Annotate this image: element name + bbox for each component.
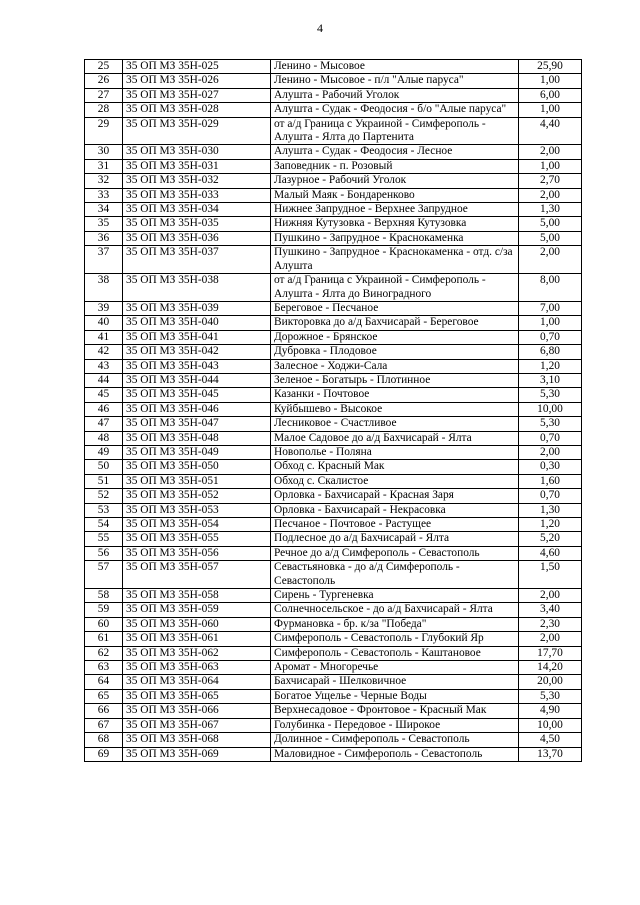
road-name: Дубровка - Плодовое (271, 345, 519, 359)
table-row (85, 274, 582, 302)
row-number: 48 (85, 431, 123, 445)
table-row (85, 117, 582, 145)
road-code: 35 ОП МЗ 35Н-044 (123, 373, 271, 387)
road-length: 4,60 (519, 546, 582, 560)
row-number: 34 (85, 203, 123, 217)
road-code: 35 ОП МЗ 35Н-053 (123, 503, 271, 517)
table-row (85, 617, 582, 631)
road-length: 5,20 (519, 532, 582, 546)
road-code: 35 ОП МЗ 35Н-031 (123, 159, 271, 173)
row-number: 54 (85, 518, 123, 532)
road-length: 5,30 (519, 417, 582, 431)
road-name: Залесное - Ходжи-Сала (271, 359, 519, 373)
road-name: Береговое - Песчаное (271, 301, 519, 315)
road-length: 1,30 (519, 503, 582, 517)
road-length: 10,00 (519, 402, 582, 416)
road-name: Симферополь - Севастополь - Глубокий Яр (271, 632, 519, 646)
road-code: 35 ОП МЗ 35Н-067 (123, 718, 271, 732)
row-number: 66 (85, 704, 123, 718)
road-length: 1,50 (519, 561, 582, 589)
road-name: Сирень - Тургеневка (271, 589, 519, 603)
road-length: 14,20 (519, 661, 582, 675)
road-length: 10,00 (519, 718, 582, 732)
road-code: 35 ОП МЗ 35Н-061 (123, 632, 271, 646)
road-code: 35 ОП МЗ 35Н-041 (123, 330, 271, 344)
table-row (85, 632, 582, 646)
table-row (85, 231, 582, 245)
row-number: 35 (85, 217, 123, 231)
roads-table (84, 59, 582, 762)
road-length: 2,30 (519, 617, 582, 631)
table-row (85, 460, 582, 474)
road-code: 35 ОП МЗ 35Н-051 (123, 474, 271, 488)
road-length: 25,90 (519, 60, 582, 74)
row-number: 36 (85, 231, 123, 245)
table-row (85, 145, 582, 159)
road-length: 17,70 (519, 646, 582, 660)
road-code: 35 ОП МЗ 35Н-036 (123, 231, 271, 245)
road-code: 35 ОП МЗ 35Н-066 (123, 704, 271, 718)
road-code: 35 ОП МЗ 35Н-064 (123, 675, 271, 689)
road-code: 35 ОП МЗ 35Н-045 (123, 388, 271, 402)
road-code: 35 ОП МЗ 35Н-056 (123, 546, 271, 560)
road-name: Голубинка - Передовое - Широкое (271, 718, 519, 732)
road-code: 35 ОП МЗ 35Н-030 (123, 145, 271, 159)
road-length: 6,80 (519, 345, 582, 359)
road-code: 35 ОП МЗ 35Н-046 (123, 402, 271, 416)
table-row (85, 445, 582, 459)
road-name: Долинное - Симферополь - Севастополь (271, 733, 519, 747)
road-name: Севастьяновка - до а/д Симферополь - Севастополь (271, 561, 519, 589)
table-row (85, 518, 582, 532)
table-row (85, 718, 582, 732)
road-code: 35 ОП МЗ 35Н-027 (123, 88, 271, 102)
table-row (85, 489, 582, 503)
table-row (85, 402, 582, 416)
road-code: 35 ОП МЗ 35Н-034 (123, 203, 271, 217)
row-number: 50 (85, 460, 123, 474)
road-name: Ленино - Мысовое (271, 60, 519, 74)
row-number: 46 (85, 402, 123, 416)
road-name: Нижняя Кутузовка - Верхняя Кутузовка (271, 217, 519, 231)
road-length: 5,30 (519, 388, 582, 402)
roads-table-body (85, 60, 582, 762)
road-length: 2,70 (519, 174, 582, 188)
row-number: 27 (85, 88, 123, 102)
row-number: 32 (85, 174, 123, 188)
road-name: Речное до а/д Симферополь - Севастополь (271, 546, 519, 560)
row-number: 40 (85, 316, 123, 330)
road-code: 35 ОП МЗ 35Н-032 (123, 174, 271, 188)
road-name: Пушкино - Запрудное - Краснокаменка (271, 231, 519, 245)
table-row (85, 474, 582, 488)
table-row (85, 675, 582, 689)
road-code: 35 ОП МЗ 35Н-069 (123, 747, 271, 761)
road-code: 35 ОП МЗ 35Н-025 (123, 60, 271, 74)
table-row (85, 88, 582, 102)
road-length: 5,00 (519, 217, 582, 231)
road-code: 35 ОП МЗ 35Н-062 (123, 646, 271, 660)
row-number: 67 (85, 718, 123, 732)
row-number: 44 (85, 373, 123, 387)
row-number: 28 (85, 103, 123, 117)
row-number: 41 (85, 330, 123, 344)
road-code: 35 ОП МЗ 35Н-037 (123, 246, 271, 274)
road-name: Орловка - Бахчисарай - Некрасовка (271, 503, 519, 517)
road-length: 2,00 (519, 188, 582, 202)
row-number: 31 (85, 159, 123, 173)
road-length: 1,00 (519, 74, 582, 88)
road-length: 1,00 (519, 159, 582, 173)
road-code: 35 ОП МЗ 35Н-029 (123, 117, 271, 145)
road-code: 35 ОП МЗ 35Н-065 (123, 689, 271, 703)
table-row (85, 704, 582, 718)
road-length: 7,00 (519, 301, 582, 315)
table-row (85, 589, 582, 603)
road-code: 35 ОП МЗ 35Н-047 (123, 417, 271, 431)
row-number: 45 (85, 388, 123, 402)
row-number: 39 (85, 301, 123, 315)
road-name: Лазурное - Рабочий Уголок (271, 174, 519, 188)
road-code: 35 ОП МЗ 35Н-052 (123, 489, 271, 503)
table-row (85, 733, 582, 747)
road-length: 5,30 (519, 689, 582, 703)
road-length: 4,50 (519, 733, 582, 747)
road-name: Новополье - Поляна (271, 445, 519, 459)
road-length: 0,70 (519, 330, 582, 344)
road-name: Пушкино - Запрудное - Краснокаменка - отд. с/за Алушта (271, 246, 519, 274)
table-row (85, 417, 582, 431)
row-number: 51 (85, 474, 123, 488)
road-name: Обход с. Скалистое (271, 474, 519, 488)
road-code: 35 ОП МЗ 35Н-048 (123, 431, 271, 445)
road-code: 35 ОП МЗ 35Н-039 (123, 301, 271, 315)
road-length: 8,00 (519, 274, 582, 302)
road-length: 1,00 (519, 103, 582, 117)
road-name: Малый Маяк - Бондаренково (271, 188, 519, 202)
road-name: Лесниковое - Счастливое (271, 417, 519, 431)
row-number: 38 (85, 274, 123, 302)
road-code: 35 ОП МЗ 35Н-057 (123, 561, 271, 589)
road-length: 20,00 (519, 675, 582, 689)
table-row (85, 174, 582, 188)
row-number: 69 (85, 747, 123, 761)
page-number: 4 (317, 21, 323, 35)
row-number: 47 (85, 417, 123, 431)
table-row (85, 359, 582, 373)
row-number: 56 (85, 546, 123, 560)
road-length: 13,70 (519, 747, 582, 761)
row-number: 63 (85, 661, 123, 675)
road-name: от а/д Граница с Украиной - Симферополь - Алушта - Ялта до Виноградного (271, 274, 519, 302)
table-row (85, 60, 582, 74)
road-code: 35 ОП МЗ 35Н-028 (123, 103, 271, 117)
road-name: Дорожное - Брянское (271, 330, 519, 344)
road-name: Аромат - Многоречье (271, 661, 519, 675)
table-row (85, 603, 582, 617)
road-name: Солнечносельское - до а/д Бахчисарай - Ялта (271, 603, 519, 617)
row-number: 29 (85, 117, 123, 145)
row-number: 43 (85, 359, 123, 373)
road-length: 6,00 (519, 88, 582, 102)
road-length: 4,90 (519, 704, 582, 718)
row-number: 42 (85, 345, 123, 359)
row-number: 68 (85, 733, 123, 747)
road-name: Алушта - Судак - Феодосия - Лесное (271, 145, 519, 159)
row-number: 37 (85, 246, 123, 274)
row-number: 30 (85, 145, 123, 159)
row-number: 61 (85, 632, 123, 646)
row-number: 59 (85, 603, 123, 617)
road-length: 3,40 (519, 603, 582, 617)
road-name: Викторовка до а/д Бахчисарай - Береговое (271, 316, 519, 330)
table-row (85, 345, 582, 359)
row-number: 60 (85, 617, 123, 631)
table-row (85, 203, 582, 217)
road-length: 3,10 (519, 373, 582, 387)
row-number: 25 (85, 60, 123, 74)
road-length: 2,00 (519, 246, 582, 274)
table-row (85, 689, 582, 703)
road-length: 0,70 (519, 431, 582, 445)
road-length: 1,00 (519, 316, 582, 330)
row-number: 57 (85, 561, 123, 589)
table-row (85, 316, 582, 330)
road-length: 1,20 (519, 359, 582, 373)
row-number: 64 (85, 675, 123, 689)
road-code: 35 ОП МЗ 35Н-043 (123, 359, 271, 373)
road-length: 5,00 (519, 231, 582, 245)
row-number: 62 (85, 646, 123, 660)
table-row (85, 431, 582, 445)
road-name: Казанки - Почтовое (271, 388, 519, 402)
road-code: 35 ОП МЗ 35Н-050 (123, 460, 271, 474)
road-length: 2,00 (519, 445, 582, 459)
road-length: 1,30 (519, 203, 582, 217)
road-code: 35 ОП МЗ 35Н-049 (123, 445, 271, 459)
table-row (85, 188, 582, 202)
road-name: Богатое Ущелье - Черные Воды (271, 689, 519, 703)
road-code: 35 ОП МЗ 35Н-040 (123, 316, 271, 330)
table-row (85, 246, 582, 274)
road-name: Обход с. Красный Мак (271, 460, 519, 474)
road-code: 35 ОП МЗ 35Н-042 (123, 345, 271, 359)
table-row (85, 646, 582, 660)
road-code: 35 ОП МЗ 35Н-068 (123, 733, 271, 747)
table-row (85, 388, 582, 402)
table-row (85, 301, 582, 315)
road-length: 2,00 (519, 145, 582, 159)
road-name: Песчаное - Почтовое - Растущее (271, 518, 519, 532)
table-row (85, 159, 582, 173)
road-name: от а/д Граница с Украиной - Симферополь - Алушта - Ялта до Партенита (271, 117, 519, 145)
road-code: 35 ОП МЗ 35Н-055 (123, 532, 271, 546)
road-code: 35 ОП МЗ 35Н-063 (123, 661, 271, 675)
table-row (85, 74, 582, 88)
road-code: 35 ОП МЗ 35Н-060 (123, 617, 271, 631)
road-name: Малое Садовое до а/д Бахчисарай - Ялта (271, 431, 519, 445)
table-row (85, 330, 582, 344)
road-name: Подлесное до а/д Бахчисарай - Ялта (271, 532, 519, 546)
road-code: 35 ОП МЗ 35Н-038 (123, 274, 271, 302)
road-name: Ленино - Мысовое - п/л "Алые паруса" (271, 74, 519, 88)
road-name: Заповедник - п. Розовый (271, 159, 519, 173)
table-row (85, 561, 582, 589)
road-name: Алушта - Рабочий Уголок (271, 88, 519, 102)
row-number: 33 (85, 188, 123, 202)
road-code: 35 ОП МЗ 35Н-035 (123, 217, 271, 231)
table-row (85, 373, 582, 387)
road-name: Куйбышево - Высокое (271, 402, 519, 416)
row-number: 55 (85, 532, 123, 546)
table-row (85, 503, 582, 517)
road-length: 1,20 (519, 518, 582, 532)
table-row (85, 747, 582, 761)
table-row (85, 661, 582, 675)
road-length: 4,40 (519, 117, 582, 145)
road-code: 35 ОП МЗ 35Н-054 (123, 518, 271, 532)
table-row (85, 532, 582, 546)
road-length: 0,30 (519, 460, 582, 474)
table-row (85, 217, 582, 231)
road-length: 0,70 (519, 489, 582, 503)
road-name: Верхнесадовое - Фронтовое - Красный Мак (271, 704, 519, 718)
road-name: Орловка - Бахчисарай - Красная Заря (271, 489, 519, 503)
row-number: 65 (85, 689, 123, 703)
road-name: Нижнее Запрудное - Верхнее Запрудное (271, 203, 519, 217)
road-name: Алушта - Судак - Феодосия - б/о "Алые паруса" (271, 103, 519, 117)
table-row (85, 546, 582, 560)
row-number: 58 (85, 589, 123, 603)
road-name: Симферополь - Севастополь - Каштановое (271, 646, 519, 660)
table-row (85, 103, 582, 117)
road-name: Бахчисарай - Шелковичное (271, 675, 519, 689)
road-length: 1,60 (519, 474, 582, 488)
road-code: 35 ОП МЗ 35Н-026 (123, 74, 271, 88)
row-number: 52 (85, 489, 123, 503)
road-length: 2,00 (519, 632, 582, 646)
row-number: 53 (85, 503, 123, 517)
road-length: 2,00 (519, 589, 582, 603)
road-code: 35 ОП МЗ 35Н-033 (123, 188, 271, 202)
road-name: Маловидное - Симферополь - Севастополь (271, 747, 519, 761)
road-name: Фурмановка - бр. к/за "Победа" (271, 617, 519, 631)
road-code: 35 ОП МЗ 35Н-059 (123, 603, 271, 617)
row-number: 49 (85, 445, 123, 459)
road-code: 35 ОП МЗ 35Н-058 (123, 589, 271, 603)
row-number: 26 (85, 74, 123, 88)
road-name: Зеленое - Богатырь - Плотинное (271, 373, 519, 387)
